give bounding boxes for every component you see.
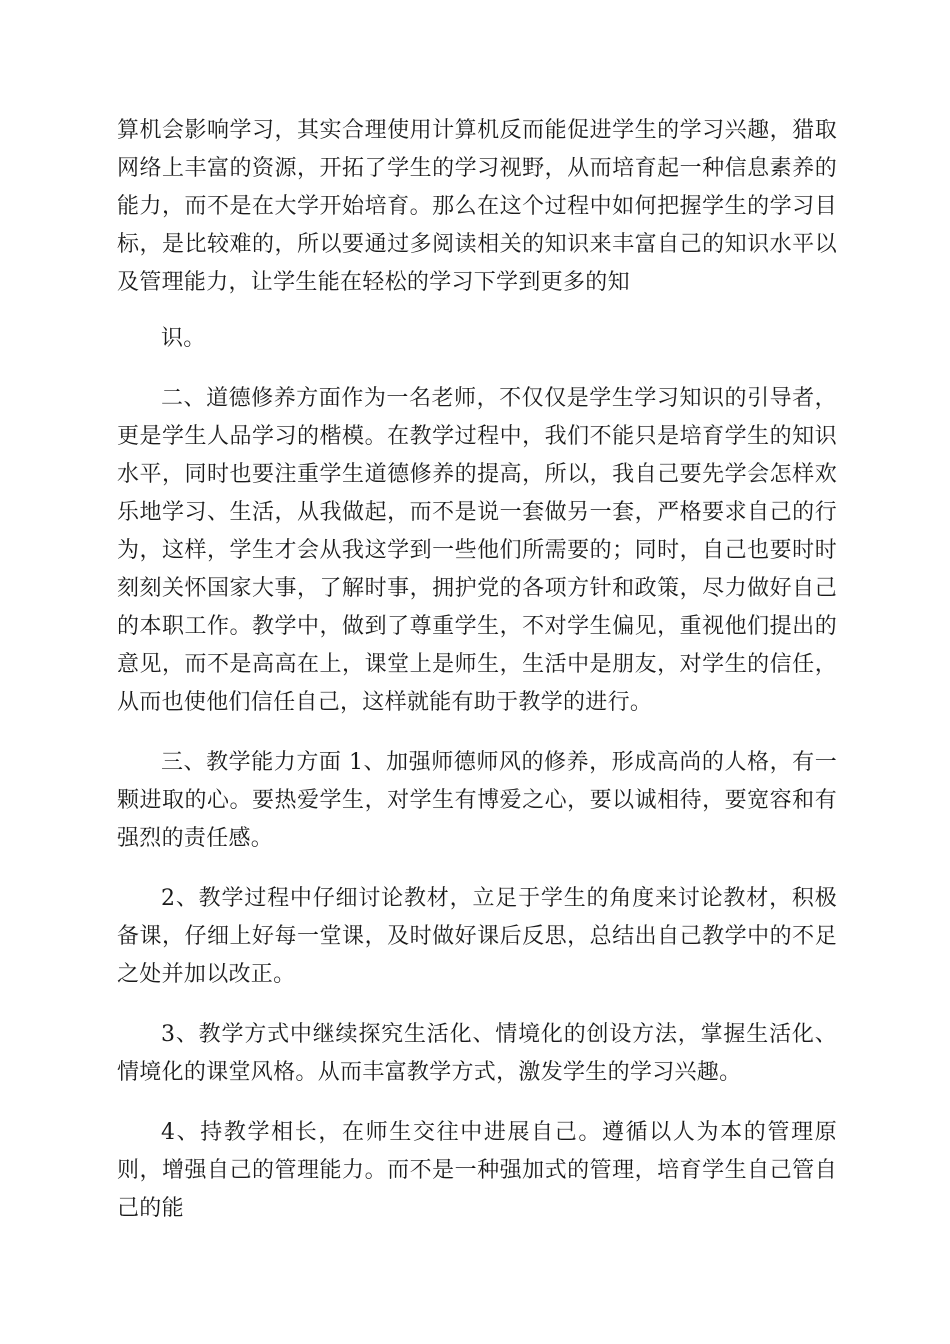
paragraph-moral-cultivation: 二、道德修养方面作为一名老师，不仅仅是学生学习知识的引导者，更是学生人品学习的楷模。在教学过程中，我们不能只是培育学生的知识水平，同时也要注重学生道德修养的提高，所以，我自己要先学会怎样欢乐地学习、生活，从我做起，而不是说一套做另一套，严格要求自己的行为，这样，学生才会从我这学到一些他们所需要的；同时，自己也要时时刻刻关怀国家大事，了解时事，拥护党的各项方针和政策，尽力做好自己的本职工作。教学中，做到了尊重学生，不对学生偏见，重视他们提出的意见，而不是高高在上，课堂上是师生，生活中是朋友，对学生的信任，从而也使他们信任自己，这样就能有助于教学的进行。 [117,386,837,715]
paragraph-continuation-fragment: 识。 [161,326,206,351]
paragraph-continued: 算机会影响学习，其实合理使用计算机反而能促进学生的学习兴趣，猎取网络上丰富的资源，开拓了学生的学习视野，从而培育起一种信息素养的能力，而不是在大学开始培育。那么在这个过程中如何把握学生的学习目标，是比较难的，所以要通过多阅读相关的知识来丰富自己的知识水平以及管理能力，让学生能在轻松的学习下学到更多的知 [117,118,837,295]
paragraph-item-2: 2、教学过程中仔细讨论教材，立足于学生的角度来讨论教材，积极备课，仔细上好每一堂课，及时做好课后反思，总结出自己教学中的不足之处并加以改正。 [117,886,837,987]
paragraph-item-3: 3、教学方式中继续探究生活化、情境化的创设方法，掌握生活化、情境化的课堂风格。从而丰富教学方式，激发学生的学习兴趣。 [117,1022,837,1085]
paragraph-teaching-ability: 三、教学能力方面 1、加强师德师风的修养，形成高尚的人格，有一颗进取的心。要热爱学生，对学生有博爱之心，要以诚相待，要宽容和有强烈的责任感。 [117,750,837,851]
document-body [117,112,837,1250]
paragraph-item-4: 4、持教学相长，在师生交往中进展自己。遵循以人为本的管理原则，增强自己的管理能力。而不是一种强加式的管理，培育学生自己管自己的能 [117,1120,837,1221]
